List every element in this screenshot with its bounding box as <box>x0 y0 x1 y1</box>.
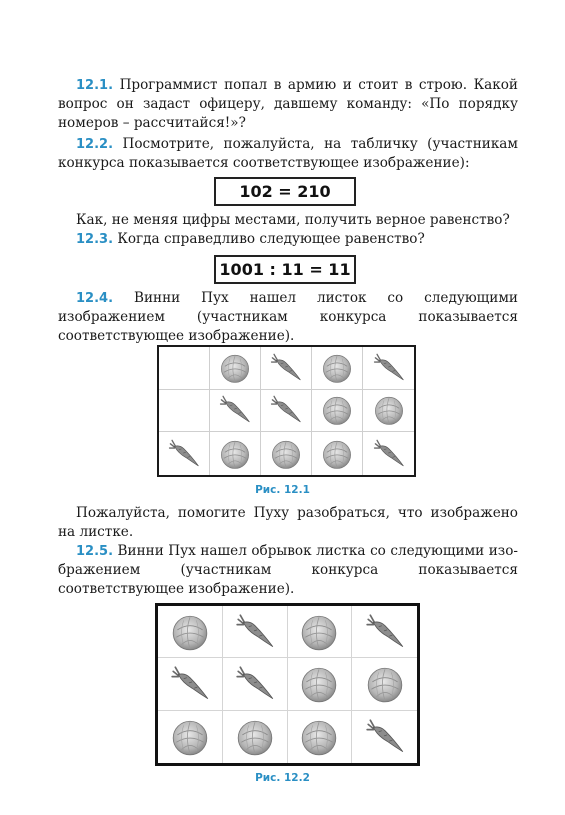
formula-box-2: 1001 : 11 = 11 <box>214 255 356 284</box>
cabbage-icon <box>364 663 406 705</box>
problem-text: Посмотрите, пожалуйста, на табличку (участникам конкурса показывается соответствующее изображение): <box>58 136 518 171</box>
problem-text: Когда справедливо следующее равенство? <box>117 231 425 247</box>
carrot-icon <box>364 716 406 758</box>
grid-cell-carrot <box>261 390 312 433</box>
grid-cell-cabbage <box>210 432 261 475</box>
problem-number: 12.5. <box>76 544 114 559</box>
grid-cell-carrot <box>223 658 288 710</box>
cabbage-icon <box>320 351 354 385</box>
cabbage-icon <box>234 716 276 758</box>
problem-number: 12.3. <box>76 232 114 247</box>
carrot-icon <box>169 663 211 705</box>
carrot-icon <box>269 351 303 385</box>
grid-cell-empty <box>159 347 210 390</box>
figure-12-1-grid <box>157 345 416 477</box>
figure-12-2-grid <box>155 603 420 766</box>
grid-cell-empty <box>159 390 210 433</box>
grid-cell-carrot <box>363 347 414 390</box>
grid-cell-carrot <box>363 432 414 475</box>
problem-number: 12.2. <box>76 137 114 152</box>
grid-cell-cabbage <box>312 390 363 433</box>
grid-cell-cabbage <box>312 432 363 475</box>
problem-12-2 <box>58 135 518 173</box>
problem-text: Как, не меняя цифры местами, получить верное равенство? <box>76 212 510 228</box>
grid-cell-cabbage <box>261 432 312 475</box>
carrot-icon <box>167 437 201 471</box>
problem-12-3 <box>58 230 518 249</box>
grid-cell-cabbage <box>288 658 353 710</box>
figure-caption-12-1: Рис. 12.1 <box>255 484 310 496</box>
grid-cell-cabbage <box>223 711 288 763</box>
carrot-icon <box>234 663 276 705</box>
problem-text: Винни Пух нашел листок со следующими изображением (участникам конкурса показывается соответствующее изображение). <box>58 290 518 344</box>
problem-text: Пожалуйста, помогите Пуху разобраться, что изображено на листке. <box>58 505 518 540</box>
carrot-icon <box>364 611 406 653</box>
grid-cell-cabbage <box>158 606 223 658</box>
cabbage-icon <box>298 663 340 705</box>
grid-cell-carrot <box>352 711 417 763</box>
grid-cell-cabbage <box>363 390 414 433</box>
grid-cell-carrot <box>210 390 261 433</box>
grid-cell-carrot <box>223 606 288 658</box>
problem-12-4 <box>58 289 518 346</box>
grid-cell-cabbage <box>158 711 223 763</box>
cabbage-icon <box>298 611 340 653</box>
problem-12-1 <box>58 76 518 133</box>
cabbage-icon <box>269 437 303 471</box>
carrot-icon <box>269 393 303 427</box>
carrot-icon <box>218 393 252 427</box>
problem-12-4-question <box>58 504 518 542</box>
problem-number: 12.1. <box>76 78 114 93</box>
cabbage-icon <box>298 716 340 758</box>
cabbage-icon <box>218 437 252 471</box>
cabbage-icon <box>320 393 354 427</box>
problem-number: 12.4. <box>76 291 114 306</box>
problem-12-5 <box>58 542 518 599</box>
grid-cell-cabbage <box>312 347 363 390</box>
grid-cell-cabbage <box>288 711 353 763</box>
cabbage-icon <box>169 716 211 758</box>
problem-text: Программист попал в армию и стоит в строю. Какой вопрос он задаст офицеру, давшему команду: «По порядку номеров – рассчитайся!»? <box>58 77 518 131</box>
grid-cell-cabbage <box>210 347 261 390</box>
formula-box-1: 102 = 210 <box>214 177 356 206</box>
carrot-icon <box>372 351 406 385</box>
cabbage-icon <box>169 611 211 653</box>
grid-cell-carrot <box>158 658 223 710</box>
grid-cell-carrot <box>159 432 210 475</box>
grid-cell-cabbage <box>288 606 353 658</box>
grid-cell-carrot <box>261 347 312 390</box>
carrot-icon <box>234 611 276 653</box>
problem-12-2-question <box>58 211 518 230</box>
cabbage-icon <box>218 351 252 385</box>
carrot-icon <box>372 437 406 471</box>
figure-caption-12-2: Рис. 12.2 <box>255 772 310 784</box>
cabbage-icon <box>320 437 354 471</box>
cabbage-icon <box>372 393 406 427</box>
problem-text: Винни Пух нашел обрывок листка со следующими изображением (участникам конкурса показывается соответствующее изображение). <box>58 543 518 597</box>
grid-cell-cabbage <box>352 658 417 710</box>
grid-cell-carrot <box>352 606 417 658</box>
